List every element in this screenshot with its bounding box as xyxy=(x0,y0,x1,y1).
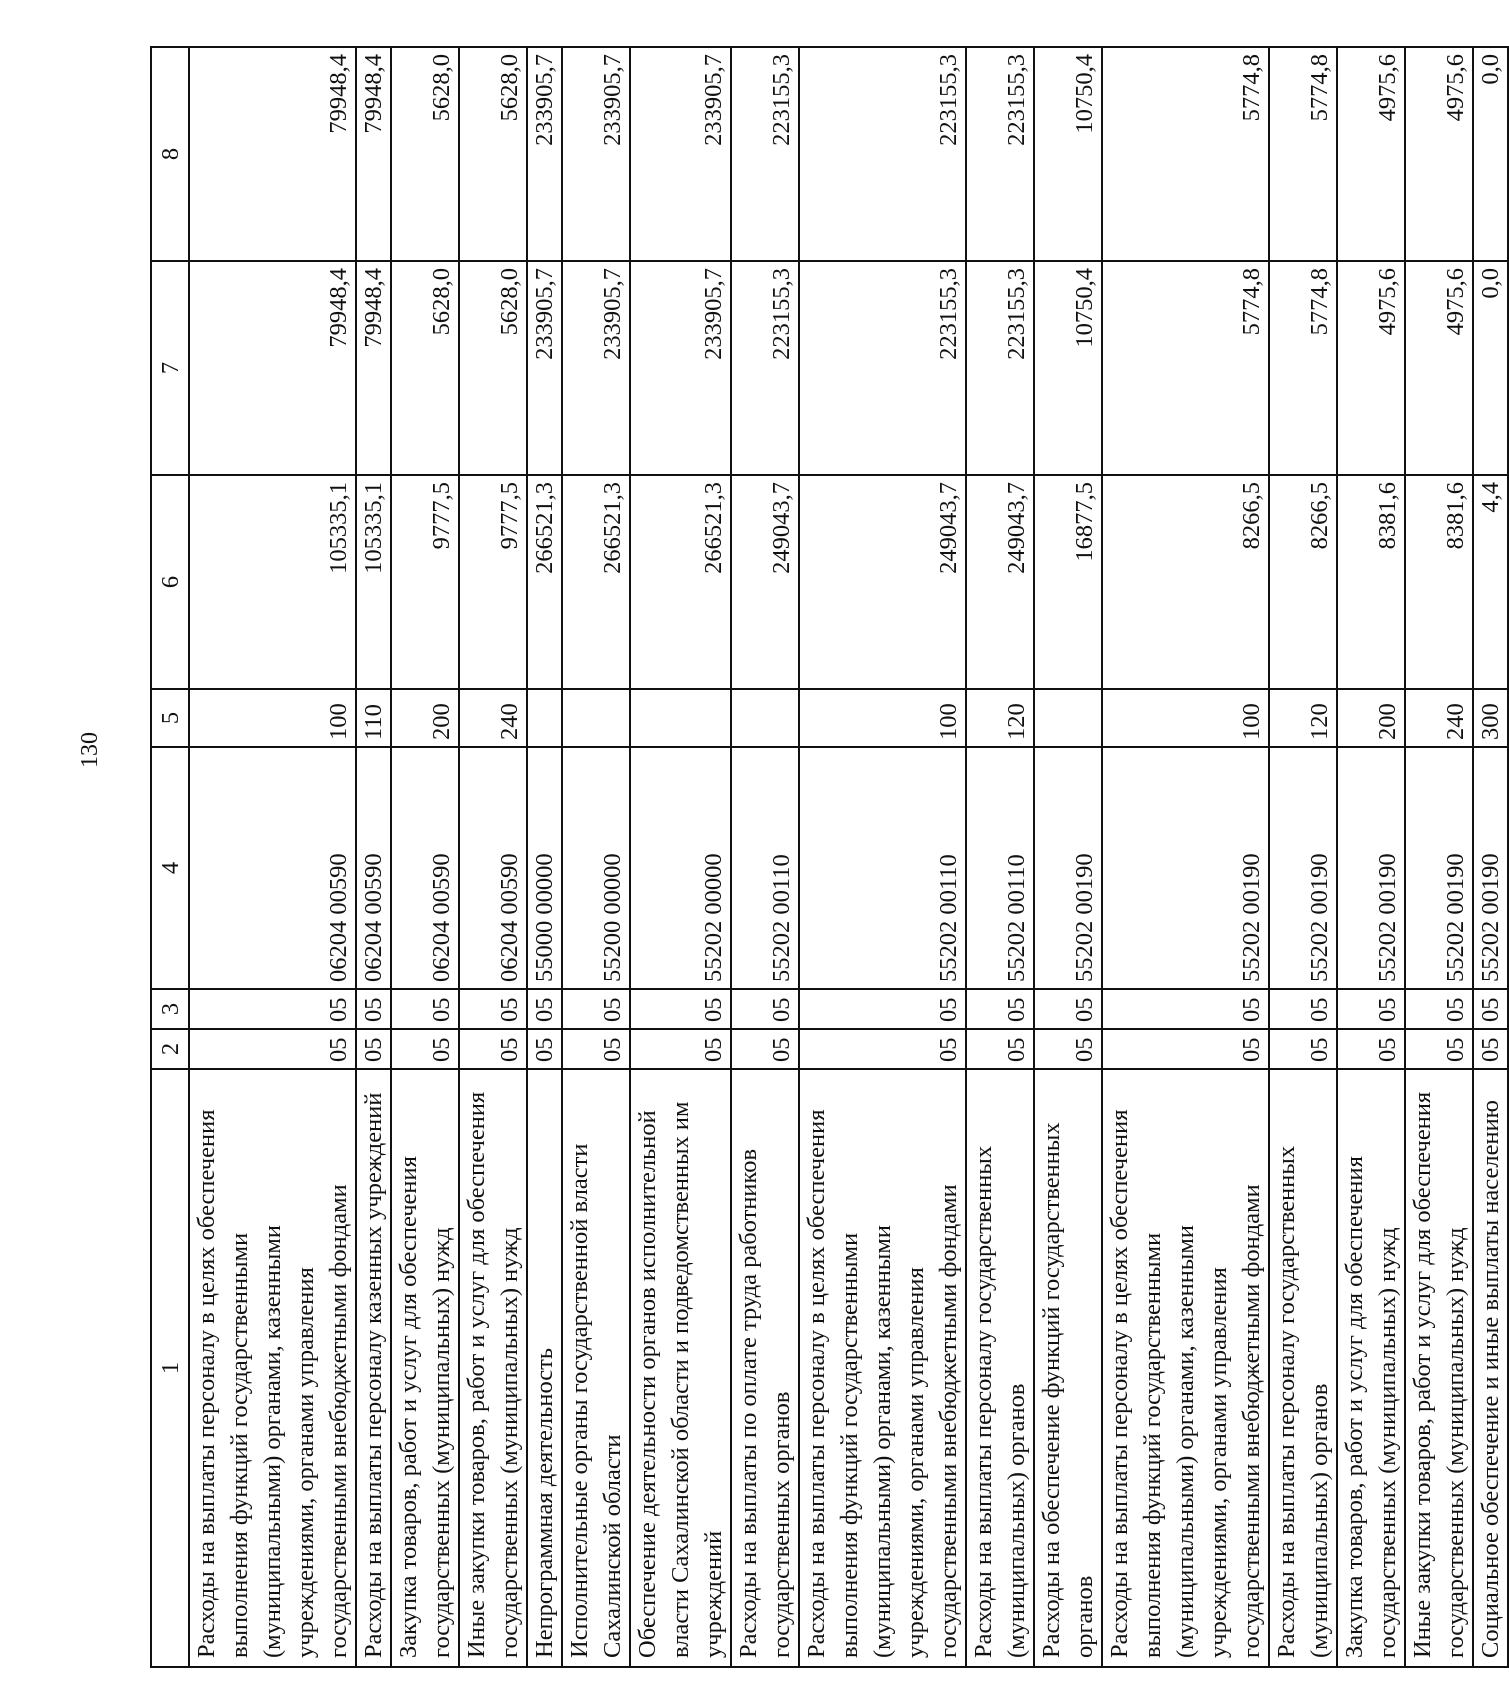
row-target-article: 55202 00190 xyxy=(1405,747,1473,989)
row-amount-col7: 4975,6 xyxy=(1405,261,1473,475)
row-expense-type xyxy=(562,689,630,747)
row-amount-col8: 5774,8 xyxy=(1102,47,1269,261)
row-section-code: 05 xyxy=(356,1029,391,1069)
col-header-4: 4 xyxy=(151,747,189,989)
row-expense-type: 300 xyxy=(1473,689,1508,747)
row-expense-type: 200 xyxy=(1337,689,1405,747)
row-target-article: 06204 00590 xyxy=(391,747,459,989)
row-expense-type: 100 xyxy=(1102,689,1269,747)
row-amount-col6: 249043,7 xyxy=(731,475,799,689)
row-amount-col8: 233905,7 xyxy=(527,47,562,261)
row-expense-type xyxy=(527,689,562,747)
row-target-article: 55202 00110 xyxy=(966,747,1034,989)
row-target-article: 55202 00190 xyxy=(1337,747,1405,989)
row-target-article: 55202 00190 xyxy=(1102,747,1269,989)
row-target-article: 55202 00190 xyxy=(1034,747,1102,989)
row-amount-col7: 5774,8 xyxy=(1269,261,1337,475)
row-subsection-code: 05 xyxy=(562,989,630,1029)
row-subsection-code: 05 xyxy=(1269,989,1337,1029)
row-amount-col8: 223155,3 xyxy=(966,47,1034,261)
row-subsection-code: 05 xyxy=(1473,989,1508,1029)
row-expense-type: 240 xyxy=(1405,689,1473,747)
row-amount-col7: 5628,0 xyxy=(459,261,527,475)
row-section-code: 05 xyxy=(1034,1029,1102,1069)
table-row xyxy=(562,47,630,1667)
row-amount-col6: 8381,6 xyxy=(1337,475,1405,689)
row-section-code: 05 xyxy=(391,1029,459,1069)
row-amount-col6: 9777,5 xyxy=(459,475,527,689)
row-expense-type: 110 xyxy=(356,689,391,747)
row-description: Расходы на обеспечение функций государственных органов xyxy=(1034,1069,1102,1667)
row-section-code: 05 xyxy=(1405,1029,1473,1069)
row-expense-type xyxy=(1034,689,1102,747)
row-target-article: 55202 00190 xyxy=(1473,747,1508,989)
table-row xyxy=(966,47,1034,1667)
row-amount-col6: 4,4 xyxy=(1473,475,1508,689)
row-amount-col8: 5628,0 xyxy=(391,47,459,261)
row-section-code: 05 xyxy=(799,1029,966,1069)
row-description: Иные закупки товаров, работ и услуг для обеспечения государственных (муниципальных) нужд xyxy=(1405,1069,1473,1667)
row-amount-col7: 223155,3 xyxy=(966,261,1034,475)
row-subsection-code: 05 xyxy=(356,989,391,1029)
row-subsection-code: 05 xyxy=(731,989,799,1029)
row-description: Расходы на выплаты по оплате труда работников государственных органов xyxy=(731,1069,799,1667)
row-target-article: 55200 00000 xyxy=(562,747,630,989)
row-target-article: 55000 00000 xyxy=(527,747,562,989)
row-amount-col6: 8381,6 xyxy=(1405,475,1473,689)
row-subsection-code: 05 xyxy=(630,989,731,1029)
row-amount-col6: 8266,5 xyxy=(1102,475,1269,689)
row-description: Расходы на выплаты персоналу государственных (муниципальных) органов xyxy=(1269,1069,1337,1667)
col-header-1: 1 xyxy=(151,1069,189,1667)
col-header-3: 3 xyxy=(151,989,189,1029)
row-amount-col8: 10750,4 xyxy=(1034,47,1102,261)
table-row xyxy=(459,47,527,1667)
row-description: Расходы на выплаты персоналу казенных учреждений xyxy=(356,1069,391,1667)
row-amount-col7: 223155,3 xyxy=(799,261,966,475)
header-row xyxy=(151,47,189,1667)
row-description: Обеспечение деятельности органов исполнительной власти Сахалинской области и подведомственных им учреждений xyxy=(630,1069,731,1667)
row-amount-col8: 79948,4 xyxy=(189,47,356,261)
row-expense-type: 200 xyxy=(391,689,459,747)
row-section-code: 05 xyxy=(562,1029,630,1069)
row-amount-col8: 223155,3 xyxy=(731,47,799,261)
row-expense-type: 100 xyxy=(189,689,356,747)
col-header-5: 5 xyxy=(151,689,189,747)
row-subsection-code: 05 xyxy=(189,989,356,1029)
row-amount-col6: 266521,3 xyxy=(562,475,630,689)
table-row xyxy=(1102,47,1269,1667)
table-row xyxy=(731,47,799,1667)
row-amount-col6: 105335,1 xyxy=(189,475,356,689)
row-amount-col6: 266521,3 xyxy=(527,475,562,689)
row-expense-type: 120 xyxy=(966,689,1034,747)
row-description: Расходы на выплаты персоналу в целях обеспечения выполнения функций государственными (муниципальными) органами, казенными учреждениями, органами управления государственными внебюджетными фондами xyxy=(1102,1069,1269,1667)
row-amount-col8: 233905,7 xyxy=(562,47,630,261)
row-subsection-code: 05 xyxy=(527,989,562,1029)
row-description: Расходы на выплаты персоналу в целях обеспечения выполнения функций государственными (муниципальными) органами, казенными учреждениями, органами управления государственными внебюджетными фондами xyxy=(799,1069,966,1667)
row-target-article: 55202 00190 xyxy=(1269,747,1337,989)
row-expense-type xyxy=(630,689,731,747)
row-amount-col6: 16877,5 xyxy=(1034,475,1102,689)
table-row xyxy=(799,47,966,1667)
table-row xyxy=(630,47,731,1667)
row-amount-col8: 4975,6 xyxy=(1405,47,1473,261)
row-subsection-code: 05 xyxy=(391,989,459,1029)
col-header-2: 2 xyxy=(151,1029,189,1069)
row-amount-col8: 79948,4 xyxy=(356,47,391,261)
table-row xyxy=(1405,47,1473,1667)
row-target-article: 06204 00590 xyxy=(459,747,527,989)
row-expense-type: 240 xyxy=(459,689,527,747)
row-subsection-code: 05 xyxy=(799,989,966,1029)
row-section-code: 05 xyxy=(1102,1029,1269,1069)
row-description: Непрограммная деятельность xyxy=(527,1069,562,1667)
row-description: Иные закупки товаров, работ и услуг для обеспечения государственных (муниципальных) нужд xyxy=(459,1069,527,1667)
row-target-article: 06204 00590 xyxy=(356,747,391,989)
row-amount-col6: 249043,7 xyxy=(799,475,966,689)
row-amount-col7: 233905,7 xyxy=(630,261,731,475)
row-expense-type: 100 xyxy=(799,689,966,747)
row-amount-col6: 249043,7 xyxy=(966,475,1034,689)
row-target-article: 55202 00000 xyxy=(630,747,731,989)
table-row xyxy=(1269,47,1337,1667)
budget-table xyxy=(150,46,1509,1668)
row-section-code: 05 xyxy=(731,1029,799,1069)
row-description: Расходы на выплаты персоналу государственных (муниципальных) органов xyxy=(966,1069,1034,1667)
row-section-code: 05 xyxy=(966,1029,1034,1069)
row-section-code: 05 xyxy=(1473,1029,1508,1069)
row-amount-col7: 223155,3 xyxy=(731,261,799,475)
row-amount-col7: 5774,8 xyxy=(1102,261,1269,475)
table-row xyxy=(356,47,391,1667)
row-amount-col7: 79948,4 xyxy=(356,261,391,475)
row-amount-col7: 4975,6 xyxy=(1337,261,1405,475)
row-subsection-code: 05 xyxy=(966,989,1034,1029)
row-description: Закупка товаров, работ и услуг для обеспечения государственных (муниципальных) нужд xyxy=(391,1069,459,1667)
row-amount-col8: 233905,7 xyxy=(630,47,731,261)
row-amount-col8: 4975,6 xyxy=(1337,47,1405,261)
row-subsection-code: 05 xyxy=(1337,989,1405,1029)
row-subsection-code: 05 xyxy=(1102,989,1269,1029)
col-header-6: 6 xyxy=(151,475,189,689)
table-row xyxy=(1034,47,1102,1667)
row-target-article: 06204 00590 xyxy=(189,747,356,989)
row-description: Исполнительные органы государственной власти Сахалинской области xyxy=(562,1069,630,1667)
page-number: 130 xyxy=(77,732,103,768)
row-amount-col8: 0,0 xyxy=(1473,47,1508,261)
row-amount-col6: 105335,1 xyxy=(356,475,391,689)
row-amount-col6: 8266,5 xyxy=(1269,475,1337,689)
row-description: Социальное обеспечение и иные выплаты населению xyxy=(1473,1069,1508,1667)
row-amount-col7: 5628,0 xyxy=(391,261,459,475)
row-amount-col8: 5774,8 xyxy=(1269,47,1337,261)
table-row xyxy=(527,47,562,1667)
table-body xyxy=(189,47,1508,1667)
col-header-7: 7 xyxy=(151,261,189,475)
row-amount-col6: 9777,5 xyxy=(391,475,459,689)
table-row xyxy=(1337,47,1405,1667)
row-section-code: 05 xyxy=(1269,1029,1337,1069)
row-amount-col6: 266521,3 xyxy=(630,475,731,689)
row-section-code: 05 xyxy=(630,1029,731,1069)
row-section-code: 05 xyxy=(189,1029,356,1069)
row-amount-col7: 0,0 xyxy=(1473,261,1508,475)
row-expense-type: 120 xyxy=(1269,689,1337,747)
row-subsection-code: 05 xyxy=(1405,989,1473,1029)
row-section-code: 05 xyxy=(527,1029,562,1069)
table-row xyxy=(189,47,356,1667)
table-row xyxy=(391,47,459,1667)
row-description: Закупка товаров, работ и услуг для обеспечения государственных (муниципальных) нужд xyxy=(1337,1069,1405,1667)
row-amount-col7: 79948,4 xyxy=(189,261,356,475)
row-description: Расходы на выплаты персоналу в целях обеспечения выполнения функций государственными (муниципальными) органами, казенными учреждениями, органами управления государственными внебюджетными фондами xyxy=(189,1069,356,1667)
row-subsection-code: 05 xyxy=(1034,989,1102,1029)
col-header-8: 8 xyxy=(151,47,189,261)
row-amount-col8: 223155,3 xyxy=(799,47,966,261)
row-subsection-code: 05 xyxy=(459,989,527,1029)
budget-table-container xyxy=(150,48,1504,1668)
row-section-code: 05 xyxy=(459,1029,527,1069)
row-target-article: 55202 00110 xyxy=(799,747,966,989)
row-target-article: 55202 00110 xyxy=(731,747,799,989)
row-section-code: 05 xyxy=(1337,1029,1405,1069)
table-row xyxy=(1473,47,1508,1667)
row-amount-col7: 233905,7 xyxy=(562,261,630,475)
row-amount-col7: 233905,7 xyxy=(527,261,562,475)
row-amount-col7: 10750,4 xyxy=(1034,261,1102,475)
row-expense-type xyxy=(731,689,799,747)
row-amount-col8: 5628,0 xyxy=(459,47,527,261)
